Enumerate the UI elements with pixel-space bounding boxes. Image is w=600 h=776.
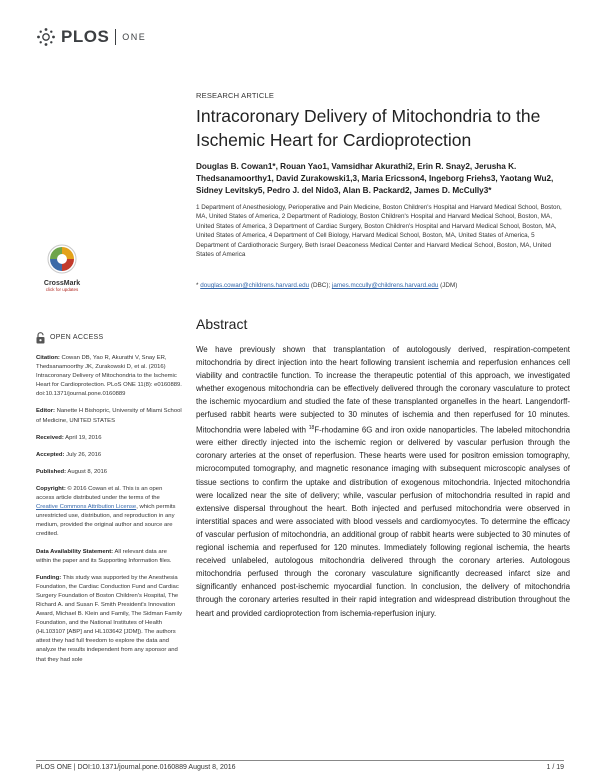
copyright-text-end: , which permits unrestricted use, distribution, and reproduction in any medium, provided the original author and source are credited. [36, 504, 176, 538]
data-availability-text: All relevant data are within the paper and its Supporting Information files. [36, 548, 172, 564]
article-type: RESEARCH ARTICLE [196, 91, 275, 100]
correspondence [196, 282, 568, 289]
email-link-mccully[interactable]: james.mccully@childrens.harvard.edu [331, 282, 439, 289]
article-info-sidebar [36, 332, 182, 673]
accepted-value: July 26, 2016 [66, 451, 102, 458]
abstract-heading: Abstract [196, 316, 248, 332]
copyright-label: Copyright: [36, 485, 66, 492]
logo-divider [115, 29, 116, 45]
editor-text: Nanette H Bishopric, University of Miami School of Medicine, UNITED STATES [36, 408, 182, 424]
footer-citation: PLOS ONE | DOI:10.1371/journal.pone.0160889 August 8, 2016 [36, 764, 236, 771]
open-lock-icon [36, 332, 45, 344]
open-access-label: OPEN ACCESS [50, 334, 104, 342]
funding-text: This study was supported by the Anesthesia Foundation, the Cardiac Conduction Fund and Cardiac Surgery Foundation of Boston Children's Hospital, The Richard A. and Susan F. Smith President's Innovation Award, Michael B. Klein and Family, The Sidman Family Foundation, and the National Institutes of Health (HL103107 [ABP] and HL103642 [JDM]). The authors attest they had full freedom to explore the data and analyze the results independent from any sponsor and that they had sole [36, 574, 183, 663]
plos-dots-icon [36, 27, 56, 47]
footer-rule [36, 760, 564, 761]
citation-text: Cowan DB, Yao R, Akurathi V, Snay ER, Thedsanamoorthy JK, Zurakowski D, et al. (2016) Intracoronary Delivery of Mitochondria to the Ischemic Heart for Cardioprotection. PLoS ONE 11(8): e0160889. doi:10.1371/journal.pone.0160889 [36, 355, 182, 398]
email-link-cowan[interactable]: douglas.cowan@childrens.harvard.edu [200, 282, 310, 289]
journal-name: ONE [122, 32, 147, 42]
page-number: 1 / 19 [546, 764, 564, 771]
abstract-body [196, 343, 570, 620]
received-label: Received: [36, 434, 64, 441]
crossmark-icon [47, 244, 77, 274]
funding-label: Funding: [36, 574, 62, 581]
published-value: August 8, 2016 [67, 468, 108, 475]
email-suffix-mccully: (JDM) [440, 282, 458, 289]
article-title: Intracoronary Delivery of Mitochondria to the Ischemic Heart for Cardioprotection [196, 106, 541, 150]
editor [36, 407, 182, 425]
accepted-label: Accepted: [36, 451, 65, 458]
citation-label: Citation: [36, 355, 60, 361]
crossmark-sublabel: click for updates [45, 287, 79, 292]
published-label: Published: [36, 468, 67, 475]
plos-one-logo [36, 26, 146, 48]
published-date [36, 468, 182, 477]
funding [36, 574, 182, 665]
author-list: Douglas B. Cowan1*, Rouan Yao1, Vamsidhar Akurathi2, Erin R. Snay2, Jerusha K. Thedsanamoorthy1, David Zurakowski1,3, Maria Ericsson4, Ingeborg Friehs3, Yaotang Wu2, Sidney Levitsky5, Pedro J. del Nido3, Alan B. Packard2, James D. McCully3* [196, 162, 554, 196]
brand-name: PLOS [61, 27, 110, 46]
license-link[interactable]: Creative Commons Attribution License [36, 504, 137, 511]
data-availability-label: Data Availability Statement: [36, 548, 114, 555]
open-access-badge [36, 332, 182, 344]
editor-label: Editor: [36, 408, 55, 415]
abstract-part-1: We have previously shown that transplantation of autologously derived, respiration-competent mitochondria by direct injection into the heart following transient ischemia and reperfusion enhances cell viability and contractile function. To increase the therapeutic potential of this approach, we investigated whether exogenous mitochondria can be effectively delivered through the coronary vasculature to protect the ischemic myocardium and studied the fate of these transplanted organelles in the heart. Langendorff-perfused rabbit hearts were subjected to 30 minutes of ischemia and then reperfused for 10 minutes. Mitochondria were labeled with [196, 345, 570, 435]
affiliations: 1 Department of Anesthesiology, Perioperative and Pain Medicine, Boston Children's Hospital and Harvard Medical School, Boston, MA, United States of America, 2 Department of Radiology, Boston Children's Hospital and Harvard Medical School, Boston, MA, United States of America, 3 Department of Cardiac Surgery, Boston Children's Hospital and Harvard Medical School, Boston, MA, United States of America, 4 Department of Cell Biology, Harvard Medical School, Boston, MA, United States of America, 5 Department of Cardiothoracic Surgery, Beth Israel Deaconess Medical Center and Harvard Medical School, Boston, MA, United States of America [196, 204, 562, 259]
copyright-text: © 2016 Cowan et al. This is an open access article distributed under the terms of the [36, 485, 163, 502]
abstract-superscript: 18 [308, 424, 315, 431]
correspondence-mark: * [196, 282, 199, 289]
received-value: April 19, 2016 [65, 434, 102, 441]
crossmark-badge[interactable] [37, 244, 87, 292]
data-availability [36, 548, 182, 566]
copyright [36, 485, 182, 540]
abstract-part-2: F-rhodamine 6G and iron oxide nanoparticles. The labeled mitochondria were either directly injected into the ischemic region or delivered by vascular perfusion through the coronary arteries at the onset of reperfusion. These hearts were used for positron emission tomography, microcomputed tomography, and magnetic resonance imaging with subsequent microscopic analyses of tissue sections to confirm the uptake and distribution of exogenous mitochondria. Injected mitochondria were localized near the site of delivery; while, vascular perfusion of mitochondria resulted in rapid and extensive dispersal throughout the heart. Both injected and perfused mitochondria were observed in interstitial spaces and were associated with blood vessels and cardiomyocytes. To determine the efficacy of vascular perfusion of mitochondria, an additional group of rabbit hearts were subjected to 30 minutes of regional ischemia and reperfused for 120 minutes. Immediately following regional ischemia, the hearts received unlabeled, autologous mitochondria delivered through the coronary arteries. Autologous mitochondria perfused through the coronary vasculature significantly decreased infarct size and significantly enhanced post-ischemic myocardial function. In conclusion, the delivery of mitochondria through the coronary arteries resulted in their rapid integration and widespread distribution throughout the heart and provided cardioprotection from ischemia-reperfusion injury. [196, 425, 571, 618]
accepted-date [36, 451, 182, 460]
received-date [36, 434, 182, 443]
citation [36, 354, 182, 399]
email-suffix-cowan: (DBC); [310, 282, 331, 289]
crossmark-label: CrossMark [43, 280, 81, 287]
